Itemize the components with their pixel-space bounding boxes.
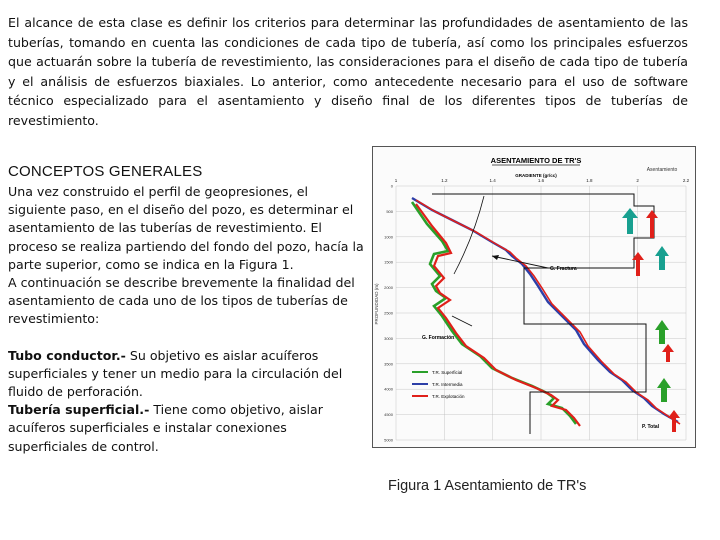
body-paragraph-1: Una vez construido el perfil de geopresiones, el siguiente paso, en el diseño del pozo, es determinar el asentamiento de las tuberías de revestimiento. El proceso se realiza partiendo del fondo del pozo, hacía la parte superior, como se indica en la Figura 1. (8, 184, 364, 272)
y-tick-3: 1500 (384, 259, 393, 265)
label-formacion: G. Formación (422, 335, 455, 341)
body-paragraph-2: A continuación se describe brevemente la finalidad del asentamiento de cada uno de los tipos de tuberías de revestimiento: (8, 275, 355, 327)
x-tick-6: 2.2 (682, 178, 690, 183)
figure-subtitle: GRADIENTE (gr/cc) (515, 173, 557, 178)
paragraph-gap (8, 329, 368, 347)
legend-explotacion: T.R. Explotación (432, 394, 465, 399)
intro-paragraph: El alcance de esta clase es definir los criterios para determinar las profundidades de asentamiento de las tuberías, tomando en cuenta las condiciones de cada tipo de tubería, así como los principales esfuerzos que actuarán sobre la tubería de revestimiento, las consideraciones para el diseño de cada tipo de tubería y el análisis de esfuerzos biaxiales. Lo anterior, como antecedente necesario para el uso de software técnico especializado para el asentamiento y diseño final de los diferentes tipos de tuberías de revestimiento. (8, 15, 688, 128)
x-tick-2: 1.4 (489, 178, 496, 183)
corner-label: Asentamiento (646, 167, 678, 173)
definition-superficial (8, 401, 368, 456)
y-tick-1: 500 (386, 208, 393, 214)
label-fractura: G. Fractura (550, 266, 577, 272)
text-conductor: Su objetivo es aislar acuíferos superficiales y tener un medio para la circulación del fluido de perforación. (8, 347, 343, 400)
casing-seat-figure (372, 146, 696, 448)
y-tick-5: 2500 (384, 310, 393, 316)
section-body (8, 183, 368, 456)
y-axis-label: PROFUNDIDAD (m) (374, 283, 379, 325)
term-superficial: Tubería superficial.- (8, 402, 150, 418)
legend-superficial: T.R. Superficial (432, 370, 463, 375)
figure-title: ASENTAMIENTO DE TR'S (490, 156, 582, 165)
y-tick-0: 0 (390, 183, 393, 189)
text-superficial: Tiene como objetivo, aislar acuíferos superficiales e instalar conexiones superficiales de control. (8, 402, 323, 454)
y-tick-4: 2000 (384, 285, 393, 291)
y-tick-2: 1000 (384, 234, 393, 240)
y-tick-9: 4500 (384, 412, 393, 418)
legend-intermedia: T.R. Intermedia (432, 382, 463, 387)
x-tick-5: 2 (636, 178, 639, 183)
definition-conductor (8, 347, 368, 402)
y-tick-7: 3500 (384, 361, 393, 367)
y-tick-8: 4000 (384, 386, 393, 392)
label-ptotal: P. Total (642, 424, 660, 430)
y-tick-6: 3000 (384, 335, 393, 341)
x-tick-3: 1.6 (537, 178, 545, 183)
y-tick-10: 5000 (384, 437, 393, 443)
term-conductor: Tubo conductor.- (8, 347, 126, 363)
section-heading: CONCEPTOS GENERALES (8, 163, 203, 180)
x-tick-4: 1.8 (586, 178, 593, 183)
figure-caption: Figura 1 Asentamiento de TR's (388, 478, 587, 494)
x-tick-1: 1.2 (441, 178, 448, 183)
x-tick-0: 1 (394, 178, 398, 183)
